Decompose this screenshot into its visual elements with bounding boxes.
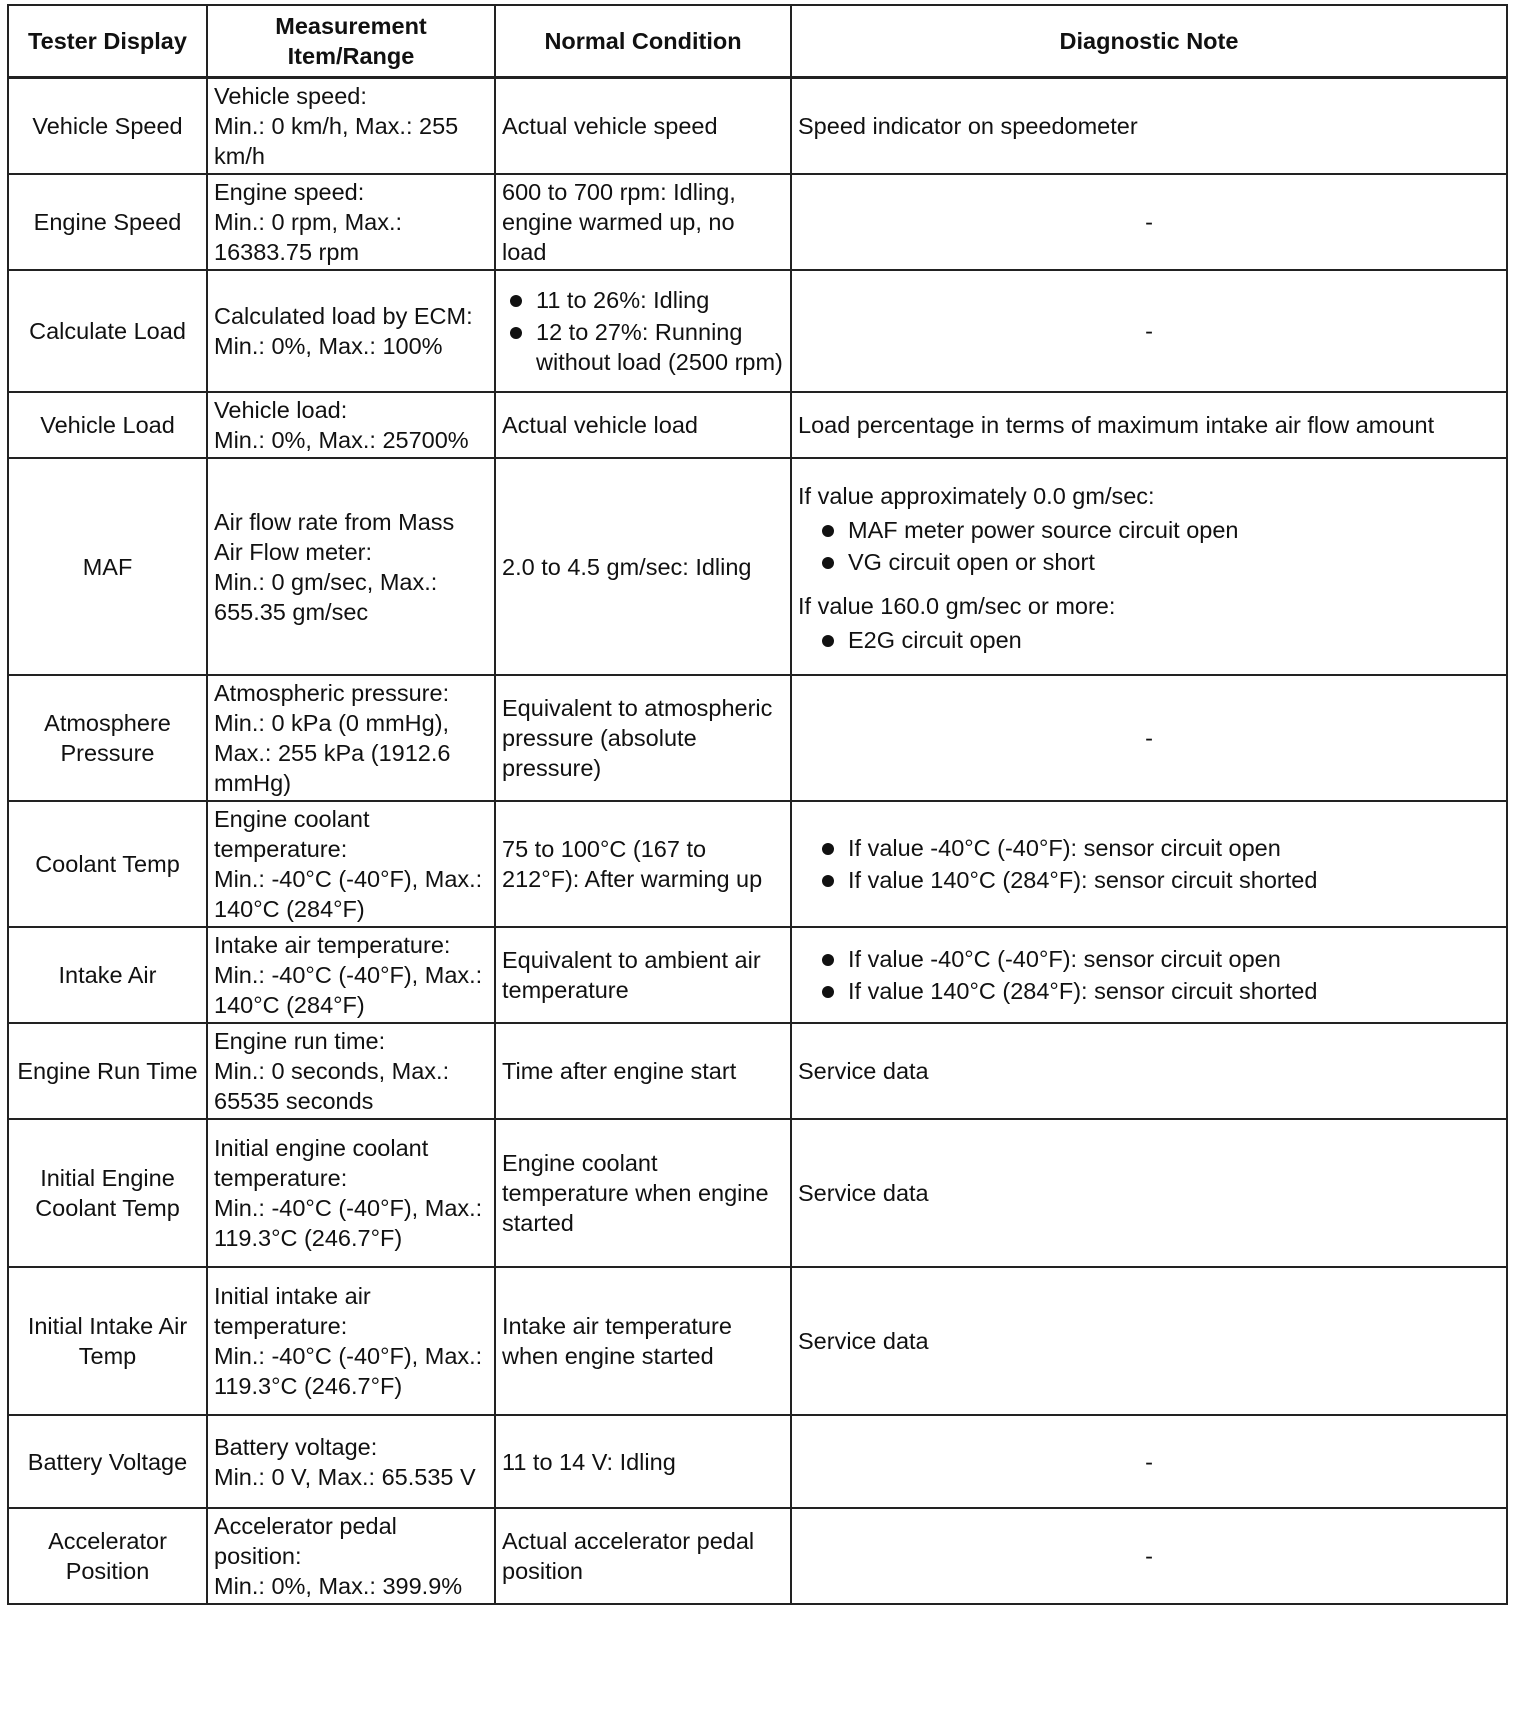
normal-condition-cell: 2.0 to 4.5 gm/sec: Idling xyxy=(495,458,791,675)
table-row xyxy=(8,1415,1507,1508)
diagnostic-note-cell xyxy=(791,927,1507,1023)
normal-condition-cell: Actual vehicle speed xyxy=(495,78,791,175)
diagnostic-note-cell: - xyxy=(791,1415,1507,1508)
range-label: Engine speed: xyxy=(214,179,365,205)
table-row xyxy=(8,392,1507,458)
table-row xyxy=(8,1508,1507,1604)
data-list-table xyxy=(7,4,1508,1605)
note-list xyxy=(798,833,1500,895)
note-list xyxy=(798,625,1500,655)
diagnostic-note-cell: - xyxy=(791,270,1507,392)
table-row xyxy=(8,1023,1507,1119)
range-label: Air flow rate from Mass Air Flow meter: xyxy=(214,508,455,565)
measurement-range-cell xyxy=(207,801,495,927)
list-item: E2G circuit open xyxy=(798,625,1500,655)
diagnostic-note-cell: Service data xyxy=(791,1119,1507,1267)
normal-condition-cell: Engine coolant temperature when engine started xyxy=(495,1119,791,1267)
measurement-range-cell xyxy=(207,1023,495,1119)
range-values: Min.: 0 rpm, Max.: 16383.75 rpm xyxy=(214,209,403,265)
normal-condition-cell: Equivalent to ambient air temperature xyxy=(495,927,791,1023)
measurement-range-cell xyxy=(207,927,495,1023)
note-intro: If value approximately 0.0 gm/sec: xyxy=(798,482,1155,509)
normal-condition-cell: Actual accelerator pedal position xyxy=(495,1508,791,1604)
range-values: Min.: 0 seconds, Max.: 65535 seconds xyxy=(214,1058,450,1114)
measurement-range-cell xyxy=(207,1415,495,1508)
tester-display-cell: Engine Run Time xyxy=(8,1023,207,1119)
measurement-range-cell xyxy=(207,1267,495,1415)
range-values: Min.: -40°C (-40°F), Max.: 119.3°C (246.7°F) xyxy=(214,1343,483,1399)
range-label: Initial intake air temperature: xyxy=(214,1283,371,1339)
range-values: Min.: 0%, Max.: 25700% xyxy=(214,427,469,453)
normal-condition-list xyxy=(502,285,784,377)
tester-display-cell: Intake Air xyxy=(8,927,207,1023)
range-label: Atmospheric pressure: xyxy=(214,680,450,706)
measurement-range-cell xyxy=(207,78,495,175)
table-row xyxy=(8,174,1507,270)
tester-display-cell: Coolant Temp xyxy=(8,801,207,927)
range-label: Accelerator pedal position: xyxy=(214,1513,397,1569)
tester-display-cell: Initial Intake Air Temp xyxy=(8,1267,207,1415)
table-row xyxy=(8,675,1507,801)
range-values: Min.: 0%, Max.: 100% xyxy=(214,333,443,359)
table-row xyxy=(8,801,1507,927)
tester-display-cell: Engine Speed xyxy=(8,174,207,270)
diagnostic-note-cell: Service data xyxy=(791,1023,1507,1119)
tester-display-cell: MAF xyxy=(8,458,207,675)
list-item: MAF meter power source circuit open xyxy=(798,515,1500,545)
range-label: Engine coolant temperature: xyxy=(214,806,370,862)
diagnostic-note-cell: Service data xyxy=(791,1267,1507,1415)
normal-condition-cell: 11 to 14 V: Idling xyxy=(495,1415,791,1508)
range-label: Initial engine coolant temperature: xyxy=(214,1135,429,1191)
diagnostic-note-cell: - xyxy=(791,675,1507,801)
range-label: Vehicle load: xyxy=(214,397,348,423)
tester-display-cell: Vehicle Load xyxy=(8,392,207,458)
tester-display-cell: Atmosphere Pressure xyxy=(8,675,207,801)
tester-display-cell: Initial Engine Coolant Temp xyxy=(8,1119,207,1267)
table-row xyxy=(8,78,1507,175)
range-values: Min.: 0 gm/sec, Max.: 655.35 gm/sec xyxy=(214,568,438,625)
list-item: 11 to 26%: Idling xyxy=(502,285,784,315)
note-list xyxy=(798,515,1500,577)
tester-display-cell: Battery Voltage xyxy=(8,1415,207,1508)
diagnostic-note-cell: Load percentage in terms of maximum intake air flow amount xyxy=(791,392,1507,458)
table-row xyxy=(8,458,1507,675)
diagnostic-note-cell: - xyxy=(791,174,1507,270)
table-header-row xyxy=(8,5,1507,78)
tester-display-cell: Calculate Load xyxy=(8,270,207,392)
note-list xyxy=(798,944,1500,1006)
range-values: Min.: -40°C (-40°F), Max.: 119.3°C (246.7°F) xyxy=(214,1195,483,1251)
normal-condition-cell: 75 to 100°C (167 to 212°F): After warming up xyxy=(495,801,791,927)
range-values: Min.: -40°C (-40°F), Max.: 140°C (284°F) xyxy=(214,866,483,922)
range-label: Battery voltage: xyxy=(214,1433,378,1460)
measurement-range-cell xyxy=(207,1508,495,1604)
measurement-range-cell xyxy=(207,675,495,801)
normal-condition-cell: Intake air temperature when engine started xyxy=(495,1267,791,1415)
range-values: Min.: 0%, Max.: 399.9% xyxy=(214,1573,463,1599)
normal-condition-cell xyxy=(495,270,791,392)
measurement-range-cell xyxy=(207,270,495,392)
normal-condition-cell: Actual vehicle load xyxy=(495,392,791,458)
normal-condition-cell: 600 to 700 rpm: Idling, engine warmed up, no load xyxy=(495,174,791,270)
tester-display-cell: Vehicle Speed xyxy=(8,78,207,175)
diagnostic-note-cell xyxy=(791,801,1507,927)
normal-condition-cell: Equivalent to atmospheric pressure (absolute pressure) xyxy=(495,675,791,801)
measurement-range-cell xyxy=(207,174,495,270)
data-list-table-container xyxy=(7,4,1506,1605)
table-row xyxy=(8,270,1507,392)
table-row xyxy=(8,1267,1507,1415)
header-tester-display: Tester Display xyxy=(8,5,207,78)
range-values: Min.: 0 kPa (0 mmHg), Max.: 255 kPa (1912.6 mmHg) xyxy=(214,710,451,796)
note-intro: If value 160.0 gm/sec or more: xyxy=(798,592,1116,619)
range-values: Min.: 0 km/h, Max.: 255 km/h xyxy=(214,113,459,169)
measurement-range-cell xyxy=(207,392,495,458)
measurement-range-cell xyxy=(207,1119,495,1267)
header-diagnostic-note: Diagnostic Note xyxy=(791,5,1507,78)
tester-display-cell: Accelerator Position xyxy=(8,1508,207,1604)
list-item: 12 to 27%: Running without load (2500 rpm) xyxy=(502,317,784,377)
header-normal-condition: Normal Condition xyxy=(495,5,791,78)
list-item: If value -40°C (-40°F): sensor circuit open xyxy=(798,944,1500,974)
range-values: Min.: 0 V, Max.: 65.535 V xyxy=(214,1463,476,1490)
list-item: VG circuit open or short xyxy=(798,547,1500,577)
list-item: If value -40°C (-40°F): sensor circuit open xyxy=(798,833,1500,863)
list-item: If value 140°C (284°F): sensor circuit shorted xyxy=(798,865,1500,895)
diagnostic-note-cell: Speed indicator on speedometer xyxy=(791,78,1507,175)
diagnostic-note-cell xyxy=(791,458,1507,675)
range-label: Calculated load by ECM: xyxy=(214,303,473,329)
diagnostic-note-cell: - xyxy=(791,1508,1507,1604)
normal-condition-cell: Time after engine start xyxy=(495,1023,791,1119)
range-label: Engine run time: xyxy=(214,1028,386,1054)
measurement-range-cell xyxy=(207,458,495,675)
list-item: If value 140°C (284°F): sensor circuit shorted xyxy=(798,976,1500,1006)
range-label: Vehicle speed: xyxy=(214,83,367,109)
range-label: Intake air temperature: xyxy=(214,932,451,958)
table-row xyxy=(8,927,1507,1023)
range-values: Min.: -40°C (-40°F), Max.: 140°C (284°F) xyxy=(214,962,483,1018)
table-row xyxy=(8,1119,1507,1267)
header-measurement-item: Measurement Item/Range xyxy=(207,5,495,78)
